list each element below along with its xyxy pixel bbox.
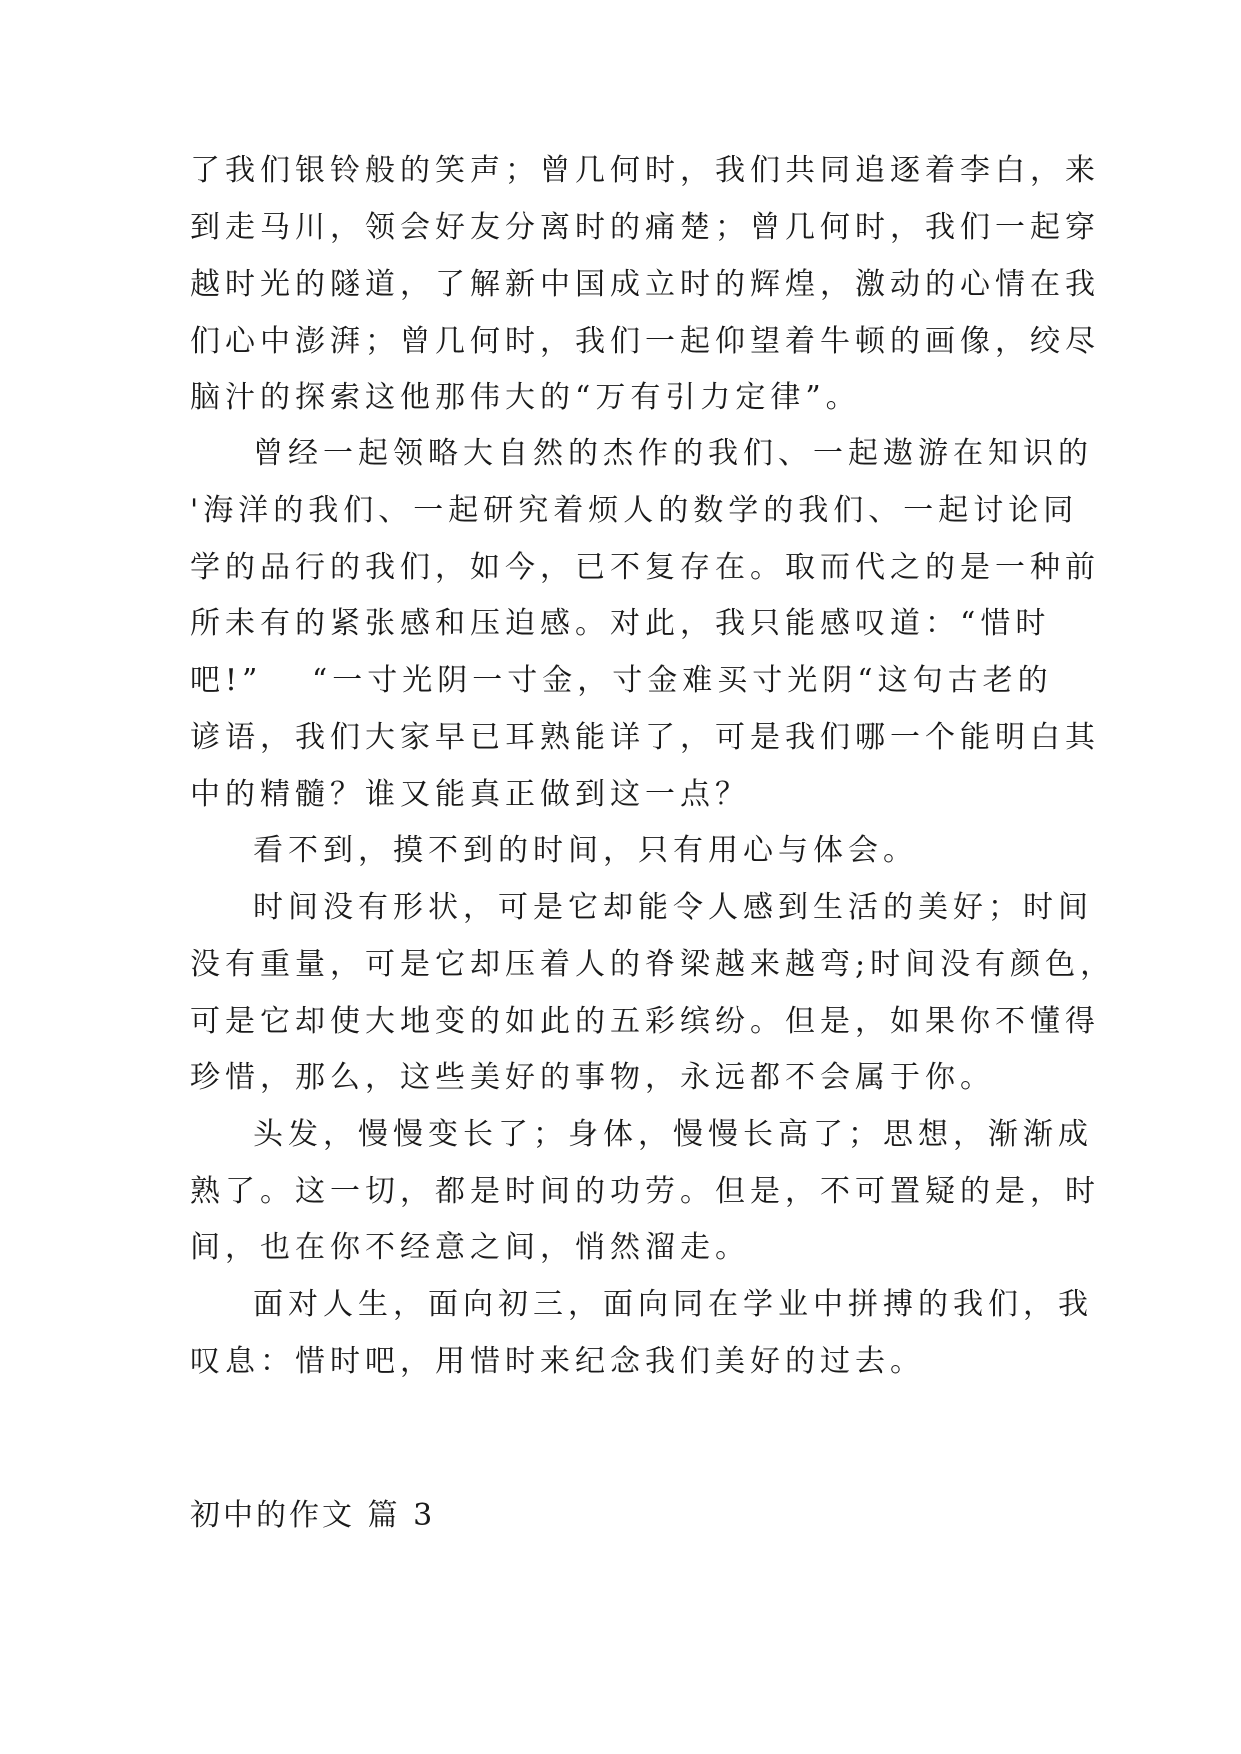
section-heading: 初中的作文 篇 3 [190,1498,436,1533]
text-line: 越时光的隧道，了解新中国成立时的辉煌，激动的心情在我 [190,267,1100,302]
text-line: 们心中澎湃；曾几何时，我们一起仰望着牛顿的画像，绞尽 [190,324,1100,359]
text-line: 头发，慢慢变长了；身体，慢慢长高了；思想，渐渐成 [253,1117,1093,1152]
text-line: 谚语，我们大家早已耳熟能详了，可是我们哪一个能明白其 [190,720,1100,755]
text-line: 熟了。这一切，都是时间的功劳。但是，不可置疑的是，时 [190,1174,1100,1209]
text-line: 可是它却使大地变的如此的五彩缤纷。但是，如果你不懂得 [190,1004,1100,1039]
text-line: 间，也在你不经意之间，悄然溜走。 [190,1230,750,1265]
text-line: 吧!” “一寸光阴一寸金，寸金难买寸光阴“这句古老的 [190,663,1053,698]
text-line: 珍惜，那么，这些美好的事物，永远都不会属于你。 [190,1060,995,1095]
text-line: 时间没有形状，可是它却能令人感到生活的美好；时间 [253,890,1093,925]
text-line: 曾经一起领略大自然的杰作的我们、一起遨游在知识的 [253,436,1093,471]
text-line: 看不到，摸不到的时间，只有用心与体会。 [253,833,918,868]
text-line: 叹息：惜时吧，用惜时来纪念我们美好的过去。 [190,1344,925,1379]
text-line: 面对人生，面向初三，面向同在学业中拼搏的我们，我 [253,1287,1093,1322]
text-line: 了我们银铃般的笑声；曾几何时，我们共同追逐着李白，来 [190,153,1100,188]
text-line: 中的精髓？谁又能真正做到这一点？ [190,777,750,812]
text-line: 学的品行的我们，如今，已不复存在。取而代之的是一种前 [190,550,1100,585]
text-line: 到走马川，领会好友分离时的痛楚；曾几何时，我们一起穿 [190,210,1100,245]
text-line: 脑汁的探索这他那伟大的“万有引力定律”。 [190,380,861,415]
text-line: 没有重量，可是它却压着人的脊梁越来越弯;时间没有颜色， [190,947,1116,982]
text-line: 所未有的紧张感和压迫感。对此，我只能感叹道：“惜时 [190,606,1051,641]
text-line: '海洋的我们、一起研究着烦人的数学的我们、一起讨论同 [190,493,1079,528]
